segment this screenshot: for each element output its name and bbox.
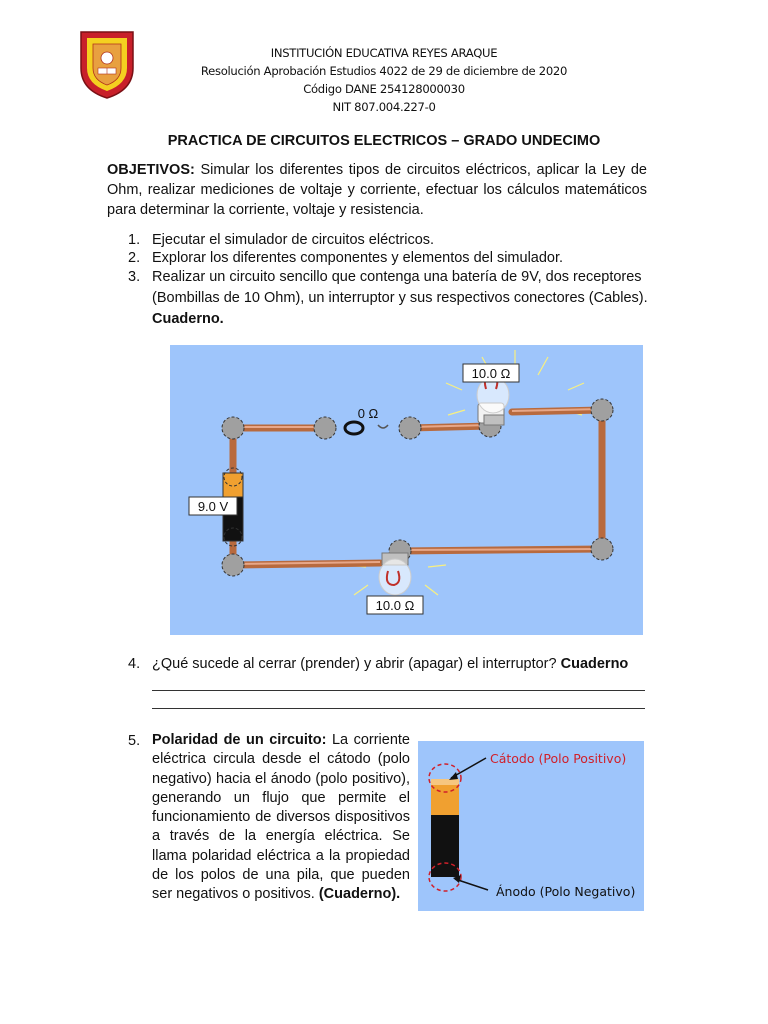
section-5-bold-suffix: (Cuaderno). — [318, 886, 401, 903]
step-text: Ejecutar el simulador de circuitos eléctricos. — [152, 232, 435, 248]
bulb-top-label: 10.0 Ω — [471, 366, 511, 381]
section-number: 5. — [128, 733, 141, 749]
step-text: Explorar los diferentes componentes y elementos del simulador. — [152, 250, 564, 266]
step-bold-suffix: Cuaderno. — [152, 311, 224, 327]
step-number: 3. — [128, 269, 141, 285]
question-number: 4. — [128, 656, 141, 672]
objectives-label: OBJETIVOS: — [107, 162, 195, 178]
step-number: 1. — [128, 232, 141, 248]
section-5-body — [152, 731, 410, 905]
section-5 — [128, 731, 410, 905]
dane-code: Código DANE 254128000030 — [303, 82, 465, 96]
section-5-title: Polaridad de un circuito: — [152, 732, 327, 748]
step-number: 2. — [128, 250, 141, 266]
page-title: PRACTICA DE CIRCUITOS ELECTRICOS – GRADO UNDECIMO — [167, 133, 601, 149]
battery-label: 9.0 V — [197, 499, 229, 514]
nit-number: NIT 807.004.227-0 — [332, 100, 436, 114]
cathode-label: Cátodo (Polo Positivo) — [490, 751, 627, 766]
step-2 — [128, 248, 648, 269]
anode-label: Ánodo (Polo Negativo) — [496, 884, 636, 899]
switch-label: 0 Ω — [357, 406, 379, 421]
section-5-text: La corriente eléctrica circula desde el cátodo (polo negativo) hacia el ánodo (polo positivo), generando un flujo que permite el funcionamiento de diversos dispositivos a través de la energía eléctrica. Se llama polaridad eléctrica a la propiedad de los polos de una pila, que pueden ser negativos o positivos. — [152, 732, 410, 903]
objectives-text: Simular los diferentes tipos de circuitos eléctricos, aplicar la Ley de Ohm, realizar mediciones de voltaje y corriente, efectuar los cálculos matemáticos para determinar la corriente, voltaje y resistencia. — [107, 162, 647, 218]
step-text: Realizar un circuito sencillo que contenga una batería de 9V, dos receptores (Bombillas de 10 Ohm), un interruptor y sus respectivos conectores (Cables). Cuaderno. — [152, 269, 648, 327]
resolution-text: Resolución Aprobación Estudios 4022 de 29 de diciembre de 2020 — [200, 64, 568, 78]
step-3 — [128, 267, 648, 330]
answer-line[interactable] — [152, 708, 645, 709]
objectives-paragraph — [107, 160, 647, 220]
bulb-bottom-label: 10.0 Ω — [375, 598, 415, 613]
question-4 — [128, 654, 648, 675]
question-bold-suffix: Cuaderno — [560, 656, 629, 672]
answer-line[interactable] — [152, 690, 645, 691]
institution-name: INSTITUCIÓN EDUCATIVA REYES ARAQUE — [270, 46, 498, 60]
polarity-figure — [418, 741, 644, 911]
circuit-simulator-image — [170, 345, 643, 635]
question-text: ¿Qué sucede al cerrar (prender) y abrir (apagar) el interruptor? Cuaderno — [152, 656, 629, 672]
